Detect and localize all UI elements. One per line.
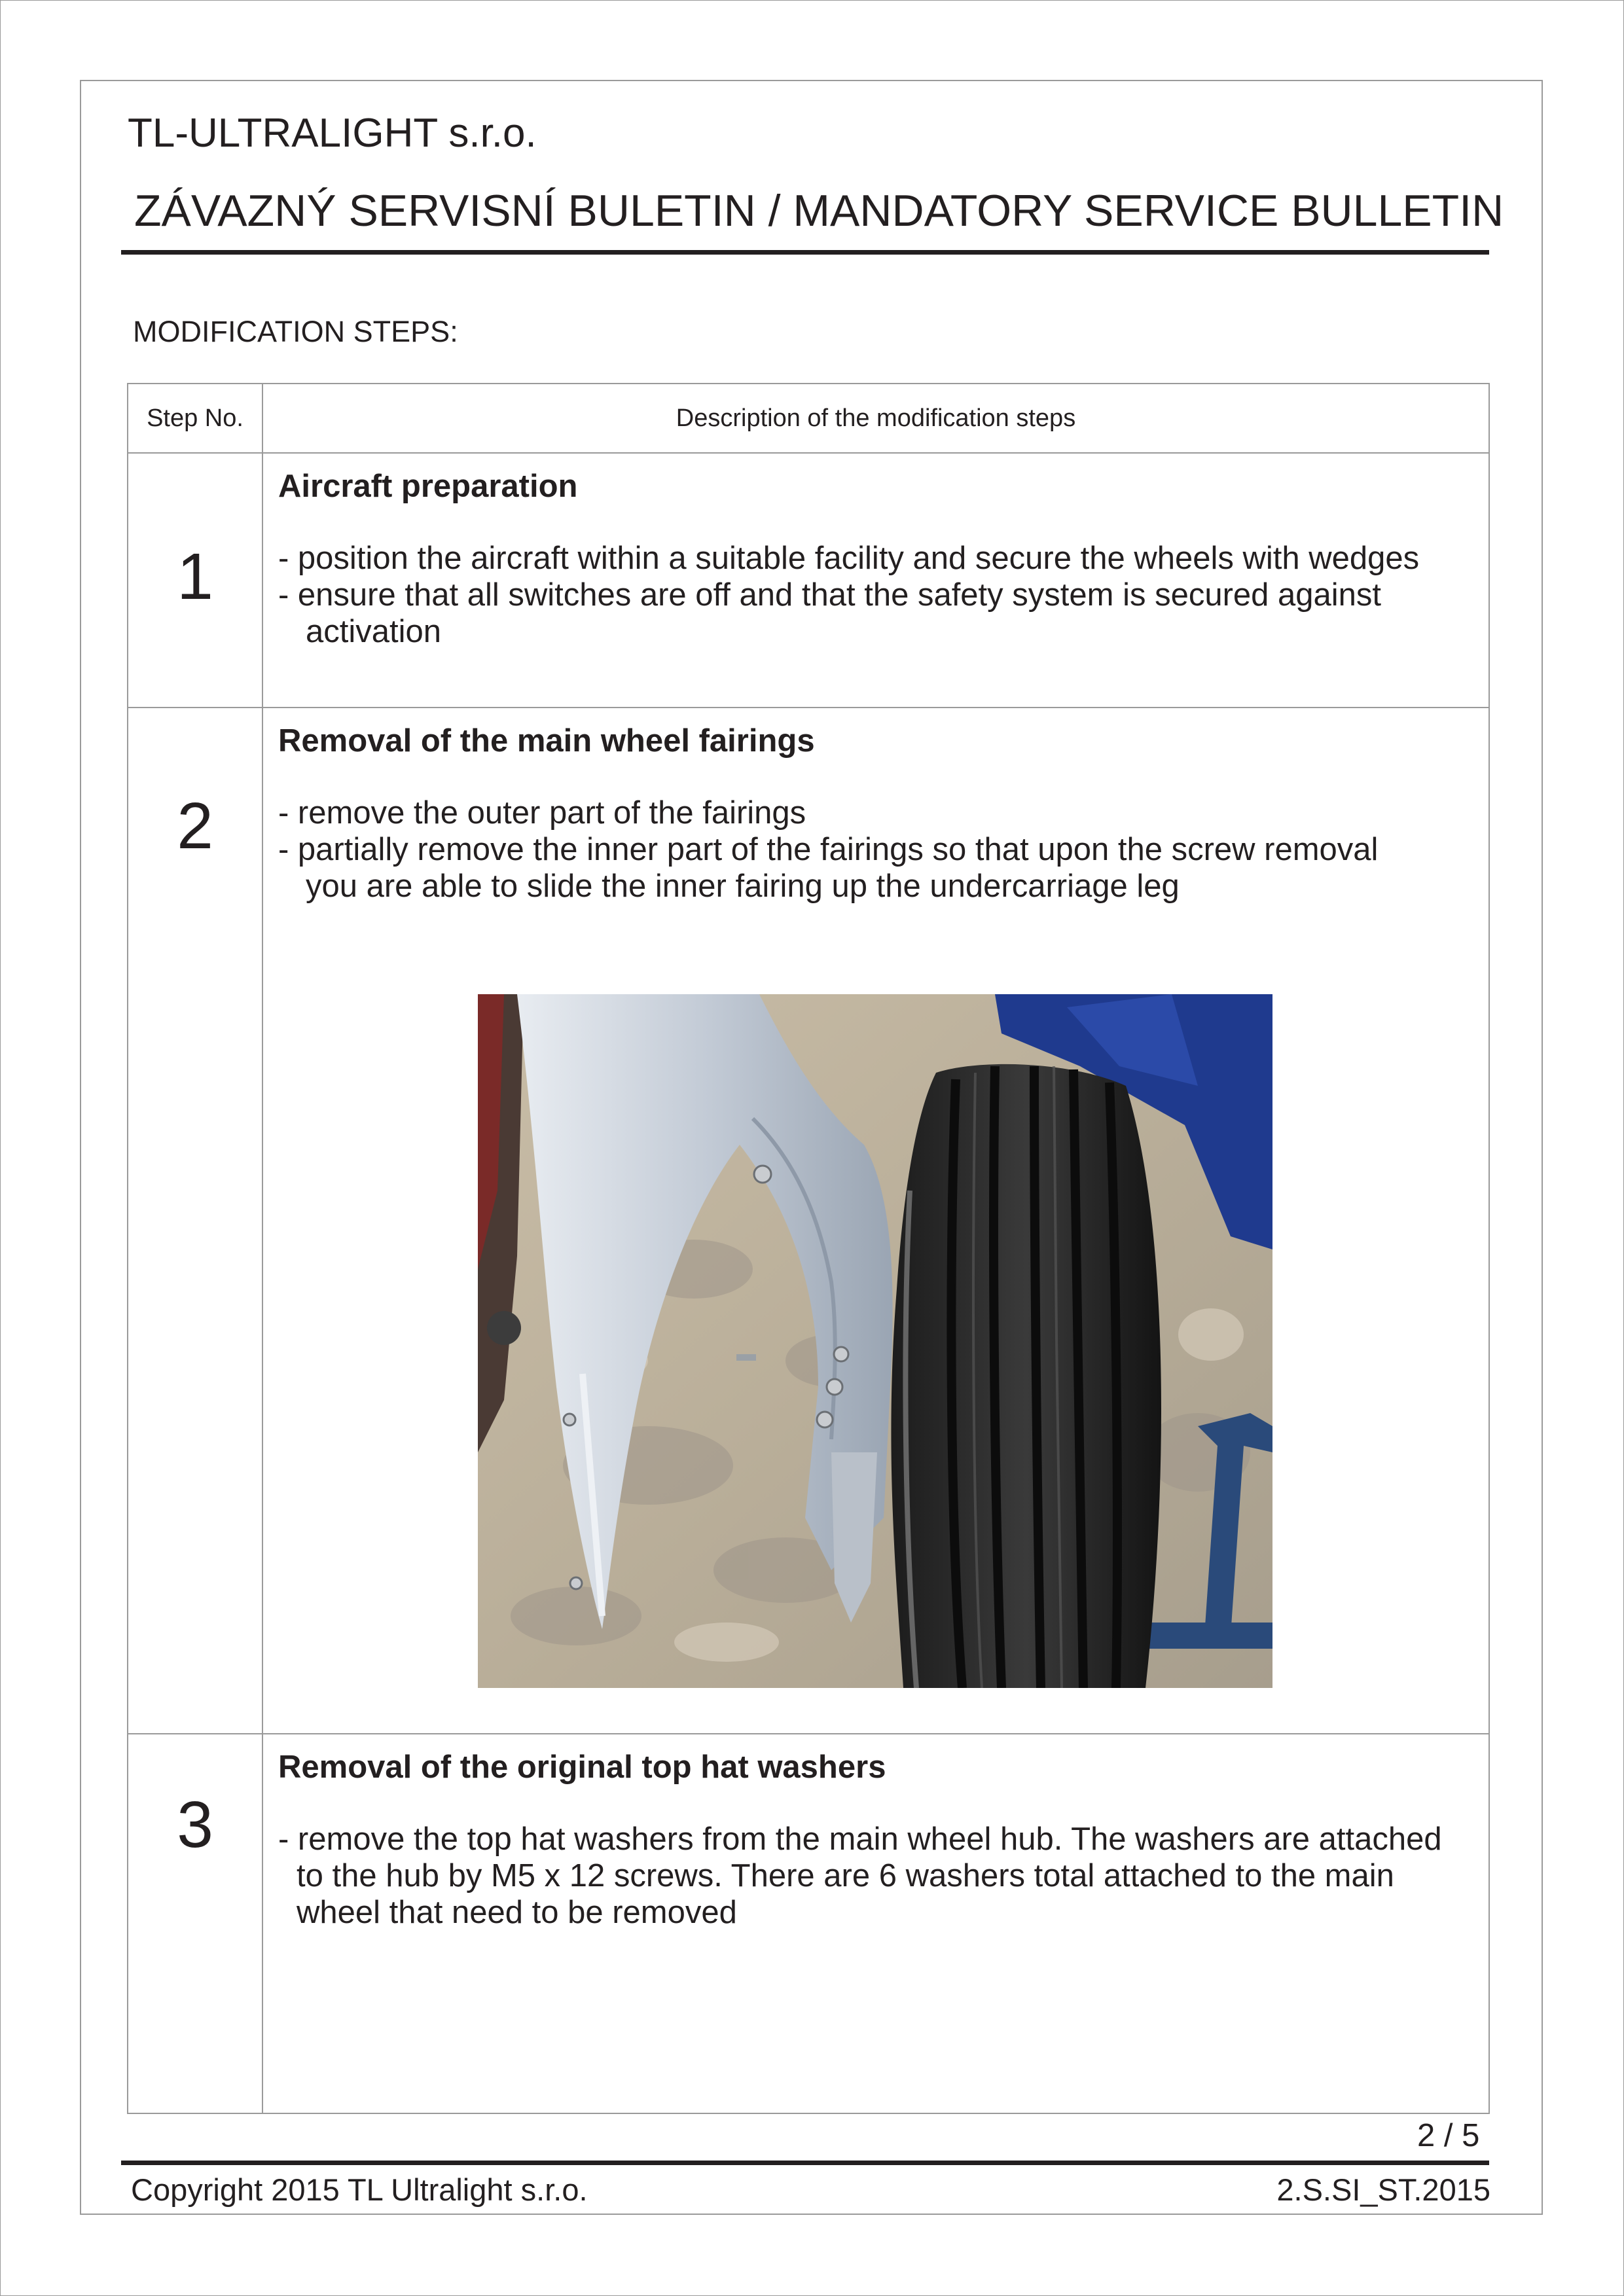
instruction-line-continued: you are able to slide the inner fairing up the undercarriage leg	[306, 869, 1180, 904]
section-heading: MODIFICATION STEPS:	[133, 315, 458, 348]
instruction-line	[278, 1894, 1489, 1931]
bulletin-title: ZÁVAZNÝ SERVISNÍ BULETIN / MANDATORY SERVICE BULLETIN	[134, 186, 1504, 236]
step-heading: Removal of the main wheel fairings	[278, 723, 815, 759]
step-number: 3	[177, 1788, 213, 1861]
instruction-line	[278, 868, 1489, 905]
step-heading: Aircraft preparation	[278, 469, 578, 504]
step-number-cell	[128, 708, 262, 1734]
document-code: 2.S.SI_ST.2015	[1276, 2172, 1490, 2207]
wheel-fairing-photo	[478, 994, 1272, 1688]
table-row	[128, 1734, 1489, 2113]
step-instructions	[278, 795, 1489, 905]
column-header-step: Step No.	[128, 384, 262, 453]
step-description-cell	[262, 708, 1489, 1734]
step-description-cell	[262, 1734, 1489, 2113]
page-number: 2 / 5	[1417, 2118, 1480, 2153]
step-heading: Removal of the original top hat washers	[278, 1749, 886, 1785]
instruction-line: - ensure that all switches are off and that the safety system is secured against	[278, 577, 1382, 613]
footer-rule	[121, 2161, 1489, 2165]
table-header-row	[128, 384, 1489, 453]
modification-steps-table	[127, 383, 1490, 2114]
step-instructions	[278, 1821, 1489, 1931]
header-rule	[121, 250, 1489, 255]
instruction-line-continued: to the hub by M5 x 12 screws. There are 6 washers total attached to the main	[297, 1858, 1394, 1893]
step-description-cell	[262, 453, 1489, 708]
company-name: TL-ULTRALIGHT s.r.o.	[128, 111, 537, 156]
instruction-line	[278, 613, 1489, 650]
step-number: 2	[177, 789, 213, 863]
step-number-cell	[128, 453, 262, 708]
instruction-line: - remove the top hat washers from the main wheel hub. The washers are attached	[278, 1821, 1442, 1857]
instruction-line-continued: wheel that need to be removed	[297, 1895, 737, 1930]
instruction-line: - remove the outer part of the fairings	[278, 795, 806, 831]
step-number-cell	[128, 1734, 262, 2113]
instruction-line: - position the aircraft within a suitable facility and secure the wheels with wedges	[278, 541, 1420, 576]
copyright-notice: Copyright 2015 TL Ultralight s.r.o.	[131, 2172, 588, 2207]
column-header-description: Description of the modification steps	[262, 384, 1489, 453]
instruction-line: - partially remove the inner part of the fairings so that upon the screw removal	[278, 832, 1379, 867]
table-row	[128, 453, 1489, 708]
table-row	[128, 708, 1489, 1734]
step-instructions	[278, 540, 1489, 650]
instruction-line-continued: activation	[306, 614, 442, 649]
step-number: 1	[177, 540, 213, 613]
instruction-line	[278, 1857, 1489, 1894]
